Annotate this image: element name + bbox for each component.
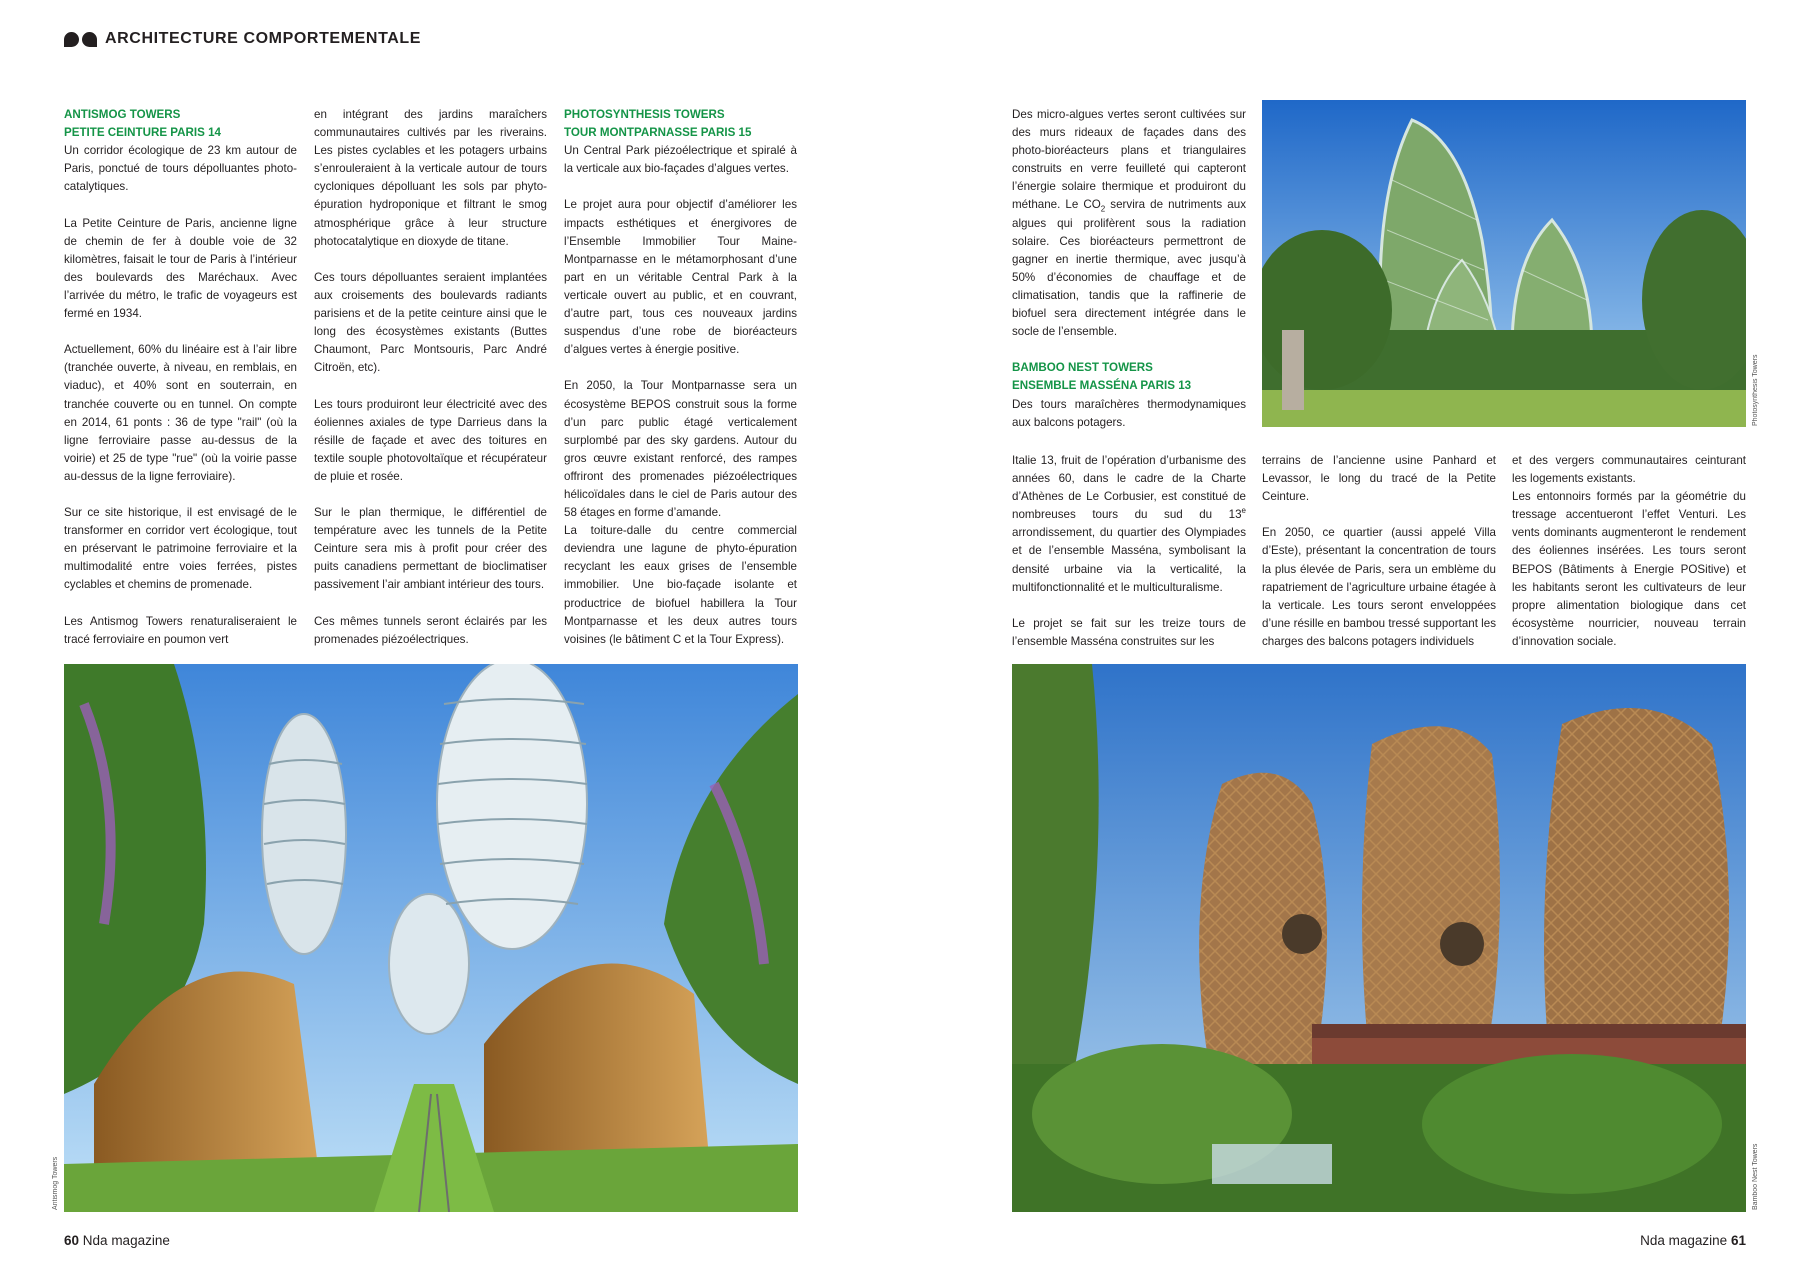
page-number-right: 61 <box>1730 1233 1746 1248</box>
paragraph: en intégrant des jardins maraîchers communautaires cultivés par les riverains. Les pistes cyclables et les potagers urbains s’enrouleraient à la verticale autour de tours cycloniques dépolluant les sols par phyto-épuration hydroponique et filtrant le smog atmosphérique grâce à leur structure photocatalytique en dioxyde de titane. <box>314 108 547 248</box>
text-column-5 <box>1012 452 1246 651</box>
paragraph: Les tours produiront leur électricité avec des éoliennes axiales de type Darrieus dans la résille de façade et avec des toitures en textile souple photovoltaïque et récupérateur de pluie et rosée. <box>314 397 547 483</box>
paragraph: Sur ce site historique, il est envisagé de le transformer en corridor vert écologique, tout en préservant le patrimoine ferroviaire et la multimodalité entre voies ferrées, pistes cyclables et chemins de promenade. <box>64 506 297 592</box>
paragraph: Le projet se fait sur les treize tours de l’ensemble Masséna construites sur les <box>1012 616 1246 648</box>
paragraph: terrains de l’ancienne usine Panhard et Levassor, le long du tracé de la Petite Ceinture. <box>1262 454 1496 504</box>
paragraph: La toiture-dalle du centre commercial deviendra une lagune de phyto-épuration recyclant les eaux grises de l’ensemble immobilier. Une bio-façade isolante et productrice de biofuel habillera la Tour Montparnasse et les deux autres tours voisines (le bâtiment C et la Tour Express). <box>564 524 797 646</box>
page-number-left: 60 <box>64 1233 80 1248</box>
photosynthesis-towers-image <box>1262 100 1746 427</box>
right-footer <box>1640 1233 1746 1248</box>
antismog-photo-credit: Antismog Towers <box>52 1156 59 1210</box>
text-column-4 <box>1012 106 1246 432</box>
bamboo-kicker: BAMBOO NEST TOWERS <box>1012 361 1153 375</box>
photosynthesis-kicker: PHOTOSYNTHESIS TOWERS <box>564 108 725 121</box>
photosynthesis-photo-credit: Photosynthesis Towers <box>1752 354 1759 426</box>
bamboo-subkicker: ENSEMBLE MASSÉNA PARIS 13 <box>1012 379 1192 393</box>
antismog-towers-image <box>64 664 798 1212</box>
paragraph: Les Antismog Towers renaturaliseraient le tracé ferroviaire en poumon vert <box>64 614 297 646</box>
magazine-name-left: Nda magazine <box>82 1233 170 1248</box>
paragraph: Des micro-algues vertes seront cultivées sur des murs rideaux de façades dans des photo-bioréacteurs plans et triangulaires construits en verre feuilleté qui capteront l’énergie solaire thermique et produiront du méthane. Le $CO_2$ servira de nutriments aux algues qui prolifèrent sous la radiation solaire. Ces bioréacteurs permettront de gagner en inertie thermique, avec jusqu’à 50% d’économies de chauffage et de climatisation, tandis que la raffinerie de biofuel sera directement intégrée dans le socle de l’ensemble. <box>1012 108 1246 339</box>
text-column-3 <box>564 106 797 649</box>
paragraph: En 2050, ce quartier (aussi appelé Villa d’Este), présentant la concentration de tours la plus élevée de Paris, sera un emblème du rapatriement de l’agriculture urbaine étagée à la verticale. Les tours seront enveloppées d’une résille en bambou tressé supportant les charges des balcons potagers individuels <box>1262 526 1496 648</box>
quote-bubbles-icon <box>64 32 97 47</box>
paragraph: Un corridor écologique de 23 km autour de Paris, ponctué de tours dépolluantes photo-catalytiques. <box>64 144 297 194</box>
left-footer <box>64 1233 170 1248</box>
text-column-6 <box>1262 452 1496 651</box>
antismog-subkicker: PETITE CEINTURE PARIS 14 <box>64 126 221 140</box>
paragraph: Italie 13, fruit de l’opération d’urbanisme des années 60, dans le cadre de la Charte d’Athènes de Le Corbusier, est constitué de nombreuses tours du sud du 13e arrondissement, du quartier des Olympiades et de l’ensemble Masséna, symbolisant la densité urbaine via la verticalité, la multifonctionnalité et le multiculturalisme. <box>1012 454 1246 594</box>
paragraph: Des tours maraîchères thermodynamiques aux balcons potagers. <box>1012 397 1246 429</box>
text-column-1 <box>64 106 297 649</box>
bamboo-nest-towers-image <box>1012 664 1746 1212</box>
paragraph: Actuellement, 60% du linéaire est à l’air libre (tranchée ouverte, à niveau, en remblais, en viaduc), et 40% sont en souterrain, en tranchée couverte ou en tunnel. On compte en 2014, 61 ponts : 36 de type "rail" (où la ligne ferroviaire passe au-dessus de la voirie) et 25 de type "rue" (où la voirie passe au-dessus de la ligne ferroviaire). <box>64 343 297 483</box>
paragraph: Les entonnoirs formés par la géométrie du tressage accentueront l’effet Venturi. Les vents dominants augmenteront le rendement des éoliennes insérées. Les tours seront BEPOS (Bâtiments à Energie POSitive) et les habitants seront les cultivateurs de leur propre alimentation biologique dans cet écosystème nourricier, nouveau terrain d’innovation sociale. <box>1512 490 1746 648</box>
paragraph: Le projet aura pour objectif d’améliorer les impacts esthétiques et énergivores de l’Ensemble Immobilier Tour Maine-Montparnasse en le métamorphosant d’une part en un véritable Central Park à la verticale ouvert au public, et en couvrant, d’autre part, tous ces nouveaux jardins suspendus d’une robe de bioréacteurs d’algues vertes à énergie positive. <box>564 198 797 357</box>
paragraph: Ces mêmes tunnels seront éclairés par les promenades piézoélectriques. <box>314 614 547 646</box>
section-header <box>64 30 421 48</box>
section-title: ARCHITECTURE COMPORTEMENTALE <box>105 30 422 47</box>
text-column-7 <box>1512 452 1746 651</box>
right-page <box>900 0 1800 1272</box>
photosynthesis-subkicker: TOUR MONTPARNASSE PARIS 15 <box>564 126 752 140</box>
paragraph: Un Central Park piézoélectrique et spiralé à la verticale aux bio-façades d’algues vertes. <box>564 144 797 176</box>
paragraph: et des vergers communautaires ceinturant les logements existants. <box>1512 454 1746 486</box>
text-column-2 <box>314 106 547 649</box>
bamboo-photo-credit: Bamboo Nest Towers <box>1752 1143 1759 1210</box>
antismog-kicker: ANTISMOG TOWERS <box>64 108 181 121</box>
paragraph: La Petite Ceinture de Paris, ancienne ligne de chemin de fer à double voie de 32 kilomètres, faisait le tour de Paris à l’intérieur des boulevards des Maréchaux. Avec l’arrivée du métro, le trafic de voyageurs est fermé en 1934. <box>64 216 297 321</box>
magazine-name-right: Nda magazine <box>1640 1233 1728 1248</box>
paragraph: En 2050, la Tour Montparnasse sera un écosystème BEPOS construit sous la forme d’un parc public étagé verticalement surplombé par des sky gardens. Autour du gros œuvre existant renforcé, des rampes offriront des promenades piézoélectriques hélicoïdales dans le ciel de Paris autour des 58 étages en forme d’amande. <box>564 379 797 520</box>
paragraph: Sur le plan thermique, le différentiel de température avec les tunnels de la Petite Ceinture sera mis à profit pour créer des puits canadiens permettant de bioclimatiser passivement l’air ambiant intérieur des tours. <box>314 506 547 592</box>
paragraph: Ces tours dépolluantes seraient implantées aux croisements des boulevards radiants parisiens et de la petite ceinture ainsi que le long des écosystèmes existants (Buttes Chaumont, Parc Montsouris, Parc André Citroën, etc). <box>314 270 547 375</box>
